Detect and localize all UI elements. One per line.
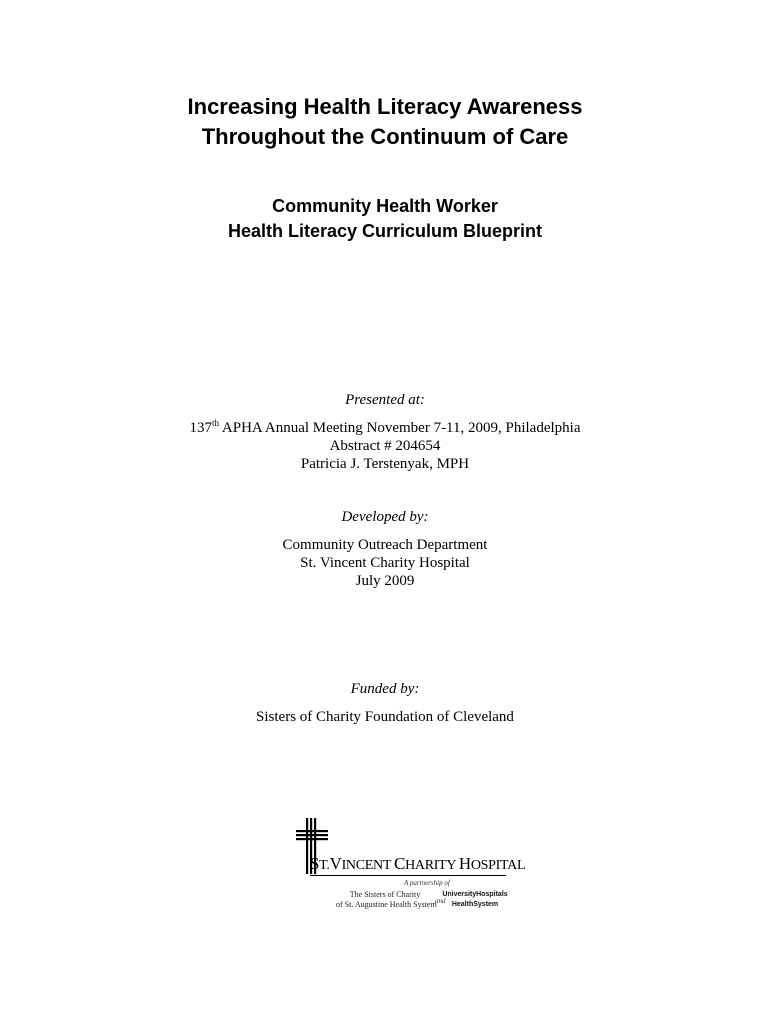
- title-line-2: Throughout the Continuum of Care: [201, 124, 569, 149]
- logo-and-text: and: [435, 897, 446, 905]
- developed-heading: Developed by:: [341, 509, 429, 525]
- meeting-ordinal-suffix: th: [211, 418, 219, 428]
- developed-department: Community Outreach Department: [282, 537, 488, 553]
- meeting-text: APHA Annual Meeting November 7-11, 2009, Philadelphia: [219, 420, 581, 436]
- developed-organization: St. Vincent Charity Hospital: [300, 555, 470, 571]
- subtitle-line-2: Health Literacy Curriculum Blueprint: [227, 221, 543, 241]
- logo-sisters-of-charity: The Sisters of Charity of St. Augustine Health System: [336, 890, 437, 909]
- presented-abstract: Abstract # 204654: [329, 438, 441, 454]
- hospital-logo-name: ST.VINCENT CHARITY HOSPITAL: [310, 854, 506, 876]
- document-subtitle: [0, 194, 770, 244]
- funded-section: [0, 680, 770, 726]
- logo-partnership-text: A partnership of: [404, 879, 450, 887]
- document-title: [0, 92, 770, 152]
- meeting-ordinal-number: 137: [189, 420, 212, 436]
- funded-heading: Funded by:: [350, 681, 420, 697]
- presented-section: [0, 391, 770, 473]
- presented-heading: Presented at:: [345, 392, 425, 408]
- title-line-1: Increasing Health Literacy Awareness: [187, 94, 583, 119]
- subtitle-line-1: Community Health Worker: [272, 196, 498, 216]
- presented-meeting: [0, 419, 770, 437]
- developed-section: [0, 508, 770, 590]
- developed-date: July 2009: [355, 573, 415, 589]
- funded-funder: Sisters of Charity Foundation of Cleveland: [256, 709, 514, 725]
- hospital-logo: [296, 816, 526, 934]
- logo-university-hospitals: UniversityHospitals HealthSystem: [442, 891, 508, 908]
- presented-presenter: Patricia J. Terstenyak, MPH: [300, 456, 470, 472]
